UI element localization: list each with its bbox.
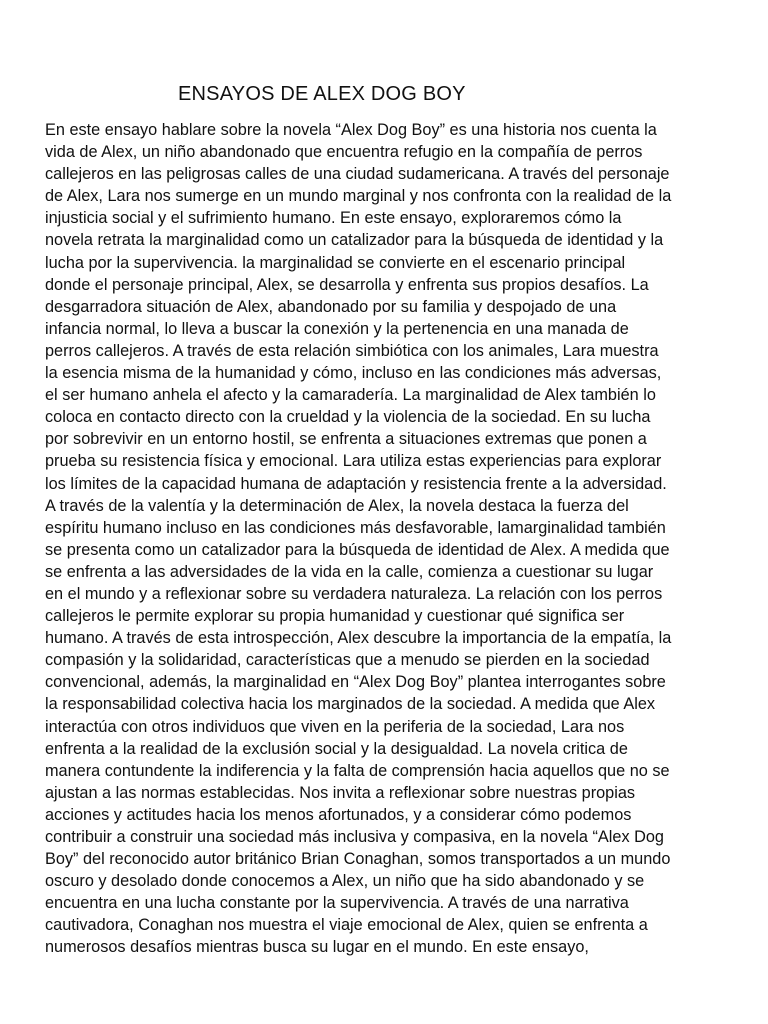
essay-line: contribuir a construir una sociedad más inclusiva y compasiva, en la novela “Alex Dog — [45, 828, 664, 846]
essay-line: En este ensayo hablare sobre la novela “Alex Dog Boy” es una historia nos cuenta la — [45, 121, 657, 139]
essay-line: numerosos desafíos mientras busca su lugar en el mundo. En este ensayo, — [45, 938, 589, 957]
essay-line: prueba su resistencia física y emocional. Lara utiliza estas experiencias para explorar — [45, 452, 662, 471]
essay-line: convencional, además, la marginalidad en “Alex Dog Boy” plantea interrogantes sobre — [45, 673, 666, 692]
essay-line: humano. A través de esta introspección, Alex descubre la importancia de la empatía, la — [45, 629, 672, 648]
essay-line: oscuro y desolado donde conocemos a Alex, un niño que ha sido abandonado y se — [45, 872, 645, 891]
essay-line: ajustan a las normas establecidas. Nos invita a reflexionar sobre nuestras propias — [45, 783, 636, 802]
essay-line: se presenta como un catalizador para la búsqueda de identidad de Alex. A medida que — [45, 540, 670, 559]
essay-line: injusticia social y el sufrimiento humano. En este ensayo, exploraremos cómo la — [45, 209, 622, 228]
essay-line: la responsabilidad colectiva hacia los marginados de la sociedad. A medida que Alex — [45, 695, 656, 714]
essay-line: de Alex, Lara nos sumerge en un mundo marginal y nos confronta con la realidad de la — [45, 187, 672, 206]
essay-line: infancia normal, lo lleva a buscar la conexión y la pertenencia en una manada de — [45, 319, 629, 338]
essay-line: manera contundente la indiferencia y la falta de comprensión hacia aquellos que no se — [45, 761, 670, 780]
essay-line: en el mundo y a reflexionar sobre su verdadera naturaleza. La relación con los perros — [45, 584, 663, 603]
essay-line: novela retrata la marginalidad como un catalizador para la búsqueda de identidad y la — [45, 231, 664, 250]
essay-line: acciones y actitudes hacia los menos afortunados, y a considerar cómo podemos — [45, 805, 632, 824]
essay-line: interactúa con otros individuos que viven en la periferia de la sociedad, Lara nos — [45, 717, 625, 736]
essay-line: callejeros en las peligrosas calles de una ciudad sudamericana. A través del personaje — [45, 165, 670, 184]
essay-line: vida de Alex, un niño abandonado que encuentra refugio en la compañía de perros — [45, 143, 643, 162]
essay-line: el ser humano anhela el afecto y la camaradería. La marginalidad de Alex también lo — [45, 386, 656, 405]
essay-line: A través de la valentía y la determinación de Alex, la novela destaca la fuerza del — [45, 496, 629, 515]
essay-line: lucha por la supervivencia. la marginalidad se convierte en el escenario principal — [45, 253, 626, 272]
essay-line: la esencia misma de la humanidad y cómo, incluso en las condiciones más adversas, — [45, 364, 662, 383]
essay-line: espíritu humano incluso en las condiciones más desfavorable, lamarginalidad también — [45, 518, 666, 537]
essay-line: enfrenta a la realidad de la exclusión social y la desigualdad. La novela critica de — [45, 739, 628, 758]
essay-line: perros callejeros. A través de esta relación simbiótica con los animales, Lara muestra — [45, 341, 659, 360]
essay-line: se enfrenta a las adversidades de la vida en la calle, comienza a cuestionar su lugar — [45, 562, 654, 581]
essay-line: los límites de la capacidad humana de adaptación y resistencia frente a la adversidad. — [45, 474, 667, 493]
essay-line: Boy” del reconocido autor británico Brian Conaghan, somos transportados a un mundo — [45, 850, 671, 869]
essay-body — [45, 119, 725, 959]
essay-line: desgarradora situación de Alex, abandonado por su familia y despojado de una — [45, 297, 617, 316]
essay-line: coloca en contacto directo con la crueldad y la violencia de la sociedad. En su lucha — [45, 408, 651, 427]
document-title: ENSAYOS DE ALEX DOG BOY — [178, 83, 466, 105]
essay-line: donde el personaje principal, Alex, se desarrolla y enfrenta sus propios desafíos. La — [45, 275, 649, 294]
essay-line: cautivadora, Conaghan nos muestra el viaje emocional de Alex, quien se enfrenta a — [45, 916, 648, 935]
essay-line: compasión y la solidaridad, características que a menudo se pierden en la sociedad — [45, 651, 650, 670]
essay-line: por sobrevivir en un entorno hostil, se enfrenta a situaciones extremas que ponen a — [45, 430, 647, 449]
essay-line: callejeros le permite explorar su propia humanidad y cuestionar qué significa ser — [45, 607, 625, 626]
essay-line: encuentra en una lucha constante por la supervivencia. A través de una narrativa — [45, 894, 629, 913]
